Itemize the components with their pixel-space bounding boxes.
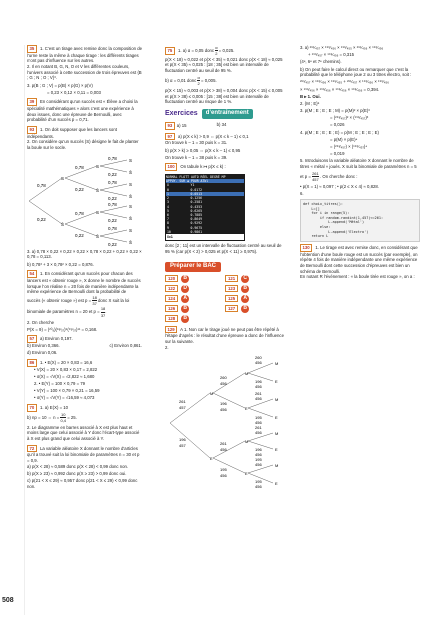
prep-answer: D [181,285,189,293]
tree-leaf: S̄ [129,193,133,199]
prep-item [165,305,225,313]
tree-leaf: M [275,361,279,367]
fraction: $\frac{18}{37}$ [92,294,97,307]
tree-leaf: S [129,203,133,209]
exercise-text: La variable aléatoire X donnant le nombre d’articles qu’il a trouvé suit la loi binomiale de paramètres n = 30 et p = 0,9. [27,445,140,463]
exercise-number: 86 [27,359,37,367]
exercise-text: b) Environ 0,366. c) Environ 0,861. [27,343,142,349]
exercise-text: • p(X = 1) ≈ 0,097 ; • p(2 ≤ X ≤ 4) ≈ 0,828. [300,184,379,190]
code-line: L.append('Electro') [303,229,369,234]
exercise-text: a) Environ 0,197. [39,336,73,342]
exercise-text: En notant R l’événement : « la boule tirée est rouge », on a : [300,274,415,280]
tree-node: E [245,406,248,412]
tree-prob-den: 456 [255,452,262,458]
prep-number: 124 [165,295,178,303]
exercise-text: A 1. Non car le tirage joué ne peut pas être répété à l’étape d’après : le résultat d’une épreuve a donc de l’influence sur la suivante. [165,326,284,344]
fraction: $\frac{261}{457}$ [312,171,319,183]
exercise-100 [165,163,285,171]
tree-prob-num: 196 [179,437,186,443]
exercise-number: 93 [27,126,37,134]
exercise-text: 1. Le tirage est avec remise donc, en considérant que l’obtention d’une boule rouge est un succès (par exemple), on répète 4 fois de manière indépendante une même expérience de Bernoulli dont cette succession d’épreuves est bien un schéma de Bernoulli. [300,244,418,274]
calc-cell: 0.2581 [190,200,203,205]
tree-prob-den: 456 [255,384,262,390]
tree-leaf: M [275,431,279,437]
prep-answer: B [181,305,189,313]
exercise-text: 5. Introduisons la variable aléatoire X donnant le nombre de titres « métal » joués. X suit la binomiale de paramètres n = 5 [300,158,417,169]
exercise-text: 2. {M ; E}⁵ [300,100,320,106]
exercise-number: 100 [165,163,177,171]
tree-prob: 0,78 [108,225,117,231]
exercise-text: 3. p(M ; E ; E ; E ; M) = p(M)² × p(E)³ [300,108,370,114]
exercise-text: 2. On cherche [27,319,54,325]
column-2 [165,45,285,495]
exercise-text: 4. p(M ; E ; E ; E ; E) = p(M ; E ; E ; E ; E) [300,129,379,135]
exercise-86 [27,359,142,401]
tree-prob: 0,78 [108,179,117,185]
prep-answer: B [181,315,189,323]
calc-cell: 0.0513 [190,191,203,196]
column-3 [300,45,420,283]
calc-cell: 0.9292 [190,221,203,226]
exercise-number: 70 [27,404,37,412]
exercise-text: c) p(21 < X ≤ 29) ≈ 0,957 donc p(21 < X ≤ 29) < 0,99 donc non. [27,477,138,489]
column-1 [27,45,142,492]
exercise-text: • V(X) = 20 × 0,83 × 0,17 = 2,822 [34,366,98,372]
exercise-129 [165,326,285,351]
exercise-text: 2. On considère qu’un succès (S) désigne le fait de planter la boule sur le socle. [27,139,139,151]
exercise-93-continued [27,249,142,268]
exercise-number: 35 [27,45,37,53]
calc-cell: 0.7885 [190,213,203,217]
tree-node: E [210,456,213,462]
exercise-number: 72 [27,445,37,453]
exercise-text: On trouve k – 1 = 38 puis k = 39. [165,154,228,160]
tree-leaf: S̄ [129,239,133,245]
exercise-54 [27,270,142,332]
prep-number: 125 [225,295,238,303]
exercise-text: b) p(X ≥ 23) ≈ 0,992 donc p(X ≥ 23) > 0,99 donc oui. [27,470,127,476]
exercise-text: b) 0,78³ + 3 × 0,78² × 0,22 = 0,876. [27,261,94,267]
tree-node: M [245,371,249,377]
tree-prob-num: 261 [255,425,262,431]
calc-header: APPUY. SUR ◆ POUR ΔTbl [166,179,244,183]
fraction: $\frac{\alpha}{2}$ [197,75,200,87]
exercise-text: 1. • E(X) = 20 × 0,83 = 16,6 [39,359,93,365]
exercise-93 [27,126,142,151]
calc-cell: 1 [167,191,169,196]
exercise-text: B ▸ 1. Oui. [300,93,321,99]
exercise-text: 1. En considérant qu’un succès pour chacun des lancers est « obtenir rouge », X donne le nombre de succès lorsque l’on réalise n = 20 fois de manière indépendante la même expérience de Bernoulli dont la probabilité de [27,271,141,295]
tree-node: S̄ [96,233,100,239]
tree-node: M [210,391,214,397]
tree-prob: 0,78 [75,164,84,170]
section-title: Exercices [165,110,198,118]
section-tag: d’entraînement [202,109,253,119]
exercise-72 [27,445,142,490]
prep-number: 127 [225,305,238,313]
calc-col-header: X [167,183,169,188]
calc-cell: 0.0172 [190,187,203,192]
calc-cell: 5 [167,208,169,213]
prep-bac-answers [165,275,285,323]
probability-tree-1 [27,154,142,249]
exercise-text: • σ(X) = √V(X) = √2,822 ≈ 1,680 [34,373,95,379]
code-line: L=[] [303,206,320,211]
tree-node: M [245,439,249,445]
exercise-text: p(X < 18) ≈ 0,022 et p(X < 35) ≈ 0,021 donc p(X < 18) ≈ 0,025 et p(X < 35) ≈ 0,025 : [18 ; 35] est bien un intervalle de fluctuation centré au seuil de 95 %. [165,56,283,73]
prep-answer: C [241,275,249,283]
prep-answer: B [181,275,189,283]
exercise-text: 2. Le diagramme en barres associé à X est plus haut et moins large que celui associé à Y donc l’écart-type associé à X est plus grand que celui associé à Y. [27,424,140,441]
probability-tree-2 [165,353,285,493]
tree-prob: 0,78 [75,210,84,216]
exercise-text: b) α = 0,01 donc $\frac{\alpha}{2}$ = 0,005. [165,75,217,87]
exercise-text: 3. p(B ; G ; V) = p(B) × p(G) × p(V) [27,82,93,88]
tree-prob: 0,22 [75,186,84,192]
margin-line [24,45,25,615]
prep-number: 121 [225,275,238,283]
calc-header: NORMAL FLOTT AUTO RÉEL DEGRÉ MP [166,175,226,180]
exercise-number: 97 [165,133,175,141]
tree-prob-den: 456 [255,484,262,490]
exercise-text: = 0,026 [330,122,345,128]
code-line: def choix_titres(): [303,201,344,206]
calculator-screen [165,174,245,241]
calc-cell: 0.1256 [190,196,203,201]
calc-cell: 0.9861 [190,229,203,234]
exercise-text: P(X = 9) = (²⁰₉)(¹⁸⁄₃₇)⁹(¹⁹⁄₃₇)¹¹ = 0,168. [27,326,98,332]
calc-cell: 4 [167,204,169,209]
prep-item [225,305,285,313]
exercise-text: donc [2 ; 11] est un intervalle de fluctuation centré au seuil de 95 % (car p(X < 2) > 0,025 et p(X < 11) ≥ 0,975). [165,243,282,254]
exercise-text: b) On peut faire le calcul direct ou remarquer que c’est la probabilité que le téléphone joue 2 ou 3 titres électro, soit : [300,66,412,78]
calc-col-header: Y1 [190,183,195,188]
tree-prob-num: 261 [220,441,227,447]
tree-prob: 0,22 [37,216,46,222]
exercise-text: En considérant qu’un succès est « Élève a choisi la spécialité mathématiques » alors c’est une expérience à deux issues, donc une épreuve de Bernoulli, avec probabilité d’un succès p = 0,71. [27,99,138,123]
tree-prob: 0,78 [37,182,46,188]
exercise-number: 57 [27,335,37,343]
calc-cell: 0.8649 [190,217,203,222]
code-line: if random.randint(1,457)<=261: [303,215,384,220]
exercise-text: succès (« obtenir rouge ») est p = $\frac{18}{37}$ donc X suit la loi binomiale de paramètres n = 20 et p = $\frac{18}{37}$ . [27,294,130,318]
exercise-text: ²⁶¹⁄₄₅₇ × ¹⁹⁶⁄₄₅₆ × ¹⁹⁵⁄₄₅₅ + ²⁶¹⁄₄₅₇ × ¹⁹⁶⁄₄₅₆ × ¹⁹⁶⁄₄₅₆ [300,79,390,85]
exercise-text: • σ(Y) = √V(Y) = √16,59 ≈ 4,073 [34,395,95,401]
tree-node: S̄ [61,221,65,227]
calc-cell: 9 [167,225,169,230]
calc-cell: 10 [167,229,171,234]
tree-prob-den: 456 [220,381,227,387]
exercise-97 [165,133,285,161]
code-line: L.append('Métal') [303,220,365,225]
code-line: return L [303,234,329,239]
tree-node: S̄ [96,187,100,193]
fraction: $\frac{18}{37}$ [100,306,106,318]
tree-prob-den: 456 [255,462,262,468]
exercise-number: 130 [300,244,312,252]
tree-prob-den: 457 [179,443,186,449]
tree-prob-num: 260 [220,375,227,381]
prep-item [225,285,285,293]
tree-prob-num: 261 [179,399,186,405]
exercise-text: 3. a) 0,78 × 0,22 × 0,22 × 0,22 × 0,78 × 0,22 + 0,22 × 0,22 × 0,78 = 0,113. [27,248,142,260]
exercise-93-entrainement [165,122,285,130]
exercise-text: 1. C’est un tirage avec remise donc la composition de l’urne reste la même à chaque tirage : les différents tirages n’ont pas d’influence sur les autres. [27,46,142,64]
tree-leaf: S̄ [129,169,133,175]
exercise-text: = 0,23 × 0,12 × 0,11 = 0,003 [47,89,101,95]
tree-leaf: E [275,481,278,487]
tree-prob-den: 457 [179,405,186,411]
exercise-text: b) p(X > k) ≥ 0,05 ⇔ p(X ≤ k – 1) ≤ 0,95 [165,147,241,153]
exercise-130 [300,244,420,280]
prep-item [165,295,225,303]
exercise-text: b) 34 [216,122,227,127]
tree-leaf: E [275,415,278,421]
exercise-text: 2. [165,344,169,350]
exercise-100-conclusion [165,243,285,254]
exercise-text: b) np = 10 ⇔ n = $\frac{10}{0,4}$ = 25. [27,411,77,423]
prep-answer: A [181,295,189,303]
exercise-text: = 0,019 [330,151,345,157]
exercise-text: a) p(X ≤ k) > 0,9 ⇔ p(X ≤ k – 1) ≤ 0,1 [177,133,249,139]
calc-footer: X=1 [166,234,244,240]
prep-number: 123 [225,285,238,293]
exercise-text: (4ᵉ, 6ᵉ et 7ᵉ chemins). [300,59,342,65]
prep-number: 120 [165,275,178,283]
prep-answer: B [241,285,249,293]
tree-prob: 0,22 [108,195,117,201]
tree-prob-num: 195 [255,479,262,485]
tree-prob-num: 261 [255,391,262,397]
tree-prob-den: 456 [255,420,262,426]
prep-item [225,275,285,283]
tree-prob-den: 456 [220,473,227,479]
exercise-number: 75 [165,47,175,55]
exercise-number: 129 [165,326,177,334]
exercise-39 [27,98,142,123]
calc-cell: 8 [167,221,169,226]
tree-prob: 0,78 [108,155,117,161]
exercise-number: 39 [27,98,37,106]
exercise-text: 3. a) ²⁶¹⁄₄₅₇ × ¹⁹⁶⁄₄₅₆ × ¹⁹⁵⁄₄₅₅ × ²⁶¹⁄₄₅₆ × ¹⁹⁶⁄₄₅₆ [300,45,384,50]
prep-number: 128 [165,315,178,323]
tree-prob: 0,22 [108,241,117,247]
prep-item [165,285,225,293]
exercise-35 [27,45,142,95]
calc-cell: 0.9675 [190,225,203,230]
calc-cell: 3 [167,200,169,205]
tree-prob: 0,22 [75,232,84,238]
exercise-57 [27,335,142,356]
prep-number: 126 [165,305,178,313]
prep-answer: A [241,295,249,303]
tree-prob-den: 456 [255,430,262,436]
exercise-text: a) p(X < 28) ≈ 0,589 donc p(X < 28) < 0,99 donc non. [27,463,129,469]
prep-item [165,315,225,323]
exercise-75 [165,45,285,105]
tree-leaf: S [129,181,133,187]
prep-item [165,275,225,283]
exercise-text: On tabule k ↦ p(X ≤ k) : [180,164,226,170]
fraction: $\frac{\alpha}{2}$ [215,45,218,57]
fraction: $\frac{10}{0,4}$ [60,411,67,423]
tree-prob-den: 456 [255,360,262,366]
prep-item [225,295,285,303]
exercise-text: 1. On doit supposer que les lancers sont indépendants. [27,127,117,139]
exercise-text: × ¹⁹⁵⁄₄₅₆ × ¹⁹⁶⁄₄₅₆ × ¹⁹⁵⁄₄₅₆ × ¹⁹⁵⁄₄₅₆ = 0,394. [300,86,380,92]
tree-leaf: M [275,397,279,403]
tree-node: S [96,209,100,215]
calc-cell: 0 [167,187,169,192]
exercise-70 [27,404,142,442]
calc-cell: 2 [167,196,169,201]
tree-leaf: E [275,447,278,453]
tree-prob: 0,22 [108,217,117,223]
exercise-text: On trouve k – 1 = 30 puis k = 31. [165,140,228,146]
tree-prob-num: 195 [255,415,262,421]
tree-prob-num: 196 [255,447,262,453]
tree-prob-num: 260 [255,355,262,361]
tree-prob-den: 456 [255,396,262,402]
tree-node: S [96,163,100,169]
calc-cell: 0.6265 [190,208,203,213]
exercise-number: 54 [27,270,37,278]
tree-node: S [61,175,65,181]
tree-prob: 0,22 [108,171,117,177]
tree-leaf: E [275,379,278,385]
exercise-text: 2. • E(Y) = 100 × 0,79 = 79 [34,380,86,386]
exercise-text: p(X < 15) ≈ 0,003 et p(X > 38) ≈ 0,004 donc p(X < 15) ≤ 0,005 et p(X > 38) ≤ 0,005 : [15 ; 38] est bien un intervalle de fluctuation centré au risque de 1 %. [165,88,283,105]
exercise-text: 1. a) α = 0,05 donc [177,47,215,53]
exercise-text: = p(M) × p(E)⁴ [330,136,358,142]
tree-prob-num: 195 [255,457,262,463]
exercise-number: 93 [165,122,175,130]
exercise-text: 6. [300,191,304,197]
code-line: for i in range(5): [303,211,350,216]
tree-prob-num: 195 [220,467,227,473]
exercise-text: = (²⁶¹⁄₄₅₇) × (¹⁹⁶⁄₄₅₇)⁴ [330,143,368,149]
tree-leaf: M [275,463,279,469]
tree-leaf: S [129,157,133,163]
tree-prob: 0,78 [108,201,117,207]
prep-answer: B [241,305,249,313]
exercise-text: + ¹⁹⁶⁄₄₅₇ × ¹⁹⁵⁄₄₅₆ = 0,315 [308,52,354,58]
python-code-block [300,199,420,242]
tree-prob-num: 196 [255,379,262,385]
exercise-text: a) 15 [176,123,187,128]
calc-table [166,183,244,234]
section-header [165,109,285,119]
exercise-text: • V(Y) = 100 × 0,79 × 0,21 = 16,59 [34,388,100,394]
exercise-text: et p = $\frac{261}{457}$ . On cherche donc : [300,171,358,183]
tree-prob-den: 456 [220,407,227,413]
prep-number: 122 [165,285,178,293]
exercise-text: d) Environ 0,06. [27,350,58,356]
code-line: else: [303,225,331,230]
calc-cell: 6 [167,213,169,217]
tree-prob-den: 456 [220,447,227,453]
calc-cell: 7 [167,217,169,222]
tree-leaf: S [129,227,133,233]
tree-leaf: S̄ [129,215,133,221]
prep-bac-title: Préparer le BAC [165,262,221,272]
tree-prob-num: 196 [220,401,227,407]
page-number: 508 [2,597,14,604]
exercise-text: 2. Il en notant B, G, N, O et V les différentes couleurs, l’univers associé à cette succession de trois épreuves est {B ; G ; N ; O ; V}³. [27,64,142,81]
calc-cell: 0.4353 [190,204,203,209]
exercise-text: = 0,025. [218,47,235,53]
exercise-text: = (²⁶¹⁄₄₅₇)² × (¹⁹⁶⁄₄₅₇)³ [330,115,369,121]
exercise-text: 1. a) E(X) = 10 [39,404,69,410]
tree-node: E [245,471,248,477]
